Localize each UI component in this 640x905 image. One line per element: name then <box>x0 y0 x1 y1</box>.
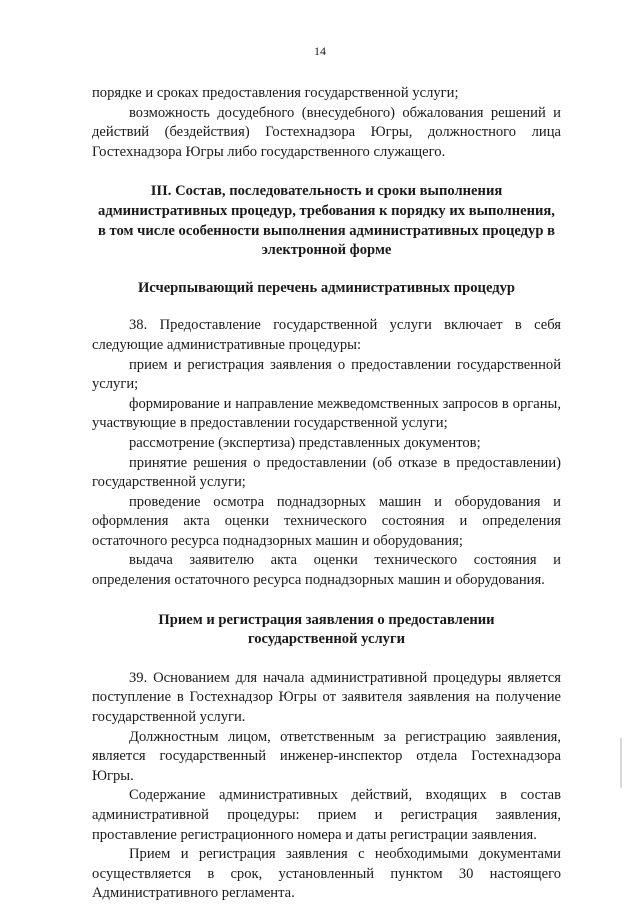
procedure-item-5: проведение осмотра поднадзорных машин и оборудования и оформления акта оценки технического состояния и определения остаточного ресурса поднадзорных машин и оборудования; <box>92 493 561 549</box>
document-body <box>92 84 561 904</box>
page-number: 14 <box>314 44 326 58</box>
paragraph-39-term: Прием и регистрация заявления с необходимыми документами осуществляется в срок, установленный пунктом 30 настоящего Административного регламента. <box>92 846 561 902</box>
procedure-item-1: прием и регистрация заявления о предоставлении государственной услуги; <box>92 356 561 393</box>
procedure-item-4: принятие решения о предоставлении (об отказе в предоставлении) государственной услуги; <box>92 454 561 491</box>
paragraph-39: 39. Основанием для начала административной процедуры является поступление в Гостехнадзор Югры от заявителя заявления на получение государственной услуги. <box>92 669 561 726</box>
paragraph-39-content: Содержание административных действий, входящих в состав административной процедуры: прием и регистрация заявления, проставление регистрационного номера и даты регистрации заявления. <box>92 787 561 843</box>
subsection-title-procedures: Исчерпывающий перечень административных процедур <box>137 279 516 296</box>
procedure-item-6: выдача заявителю акта оценки технического состояния и определения остаточного ресурса поднадзорных машин и оборудования. <box>92 552 561 589</box>
margin-mark <box>620 738 622 788</box>
procedure-item-3: рассмотрение (экспертиза) представленных документов; <box>129 434 481 451</box>
paragraph-38: 38. Предоставление государственной услуги включает в себя следующие административные процедуры: <box>92 317 561 353</box>
paragraph-39-responsible: Должностным лицом, ответственным за регистрацию заявления, является государственный инженер-инспектор отдела Гостехнадзора Югры. <box>92 728 561 784</box>
intro-line-1: порядке и сроках предоставления государственной услуги; <box>92 85 459 101</box>
subsection-title-registration: Прием и регистрация заявления о предоставлении государственной услуги <box>158 611 495 648</box>
procedure-item-2: формирование и направление межведомственных запросов в органы, участвующие в предоставлении государственной услуги; <box>92 395 561 432</box>
intro-paragraph-2: возможность досудебного (внесудебного) обжалования решений и действий (бездействия) Гостехнадзора Югры, должностного лица Гостехнадзора Югры либо государственного служащего. <box>92 104 561 160</box>
section-title: III. Состав, последовательность и сроки выполнения административных процедур, требования к порядку их выполнения, в том числе особенности выполнения административных процедур в электронной форме <box>98 183 555 259</box>
